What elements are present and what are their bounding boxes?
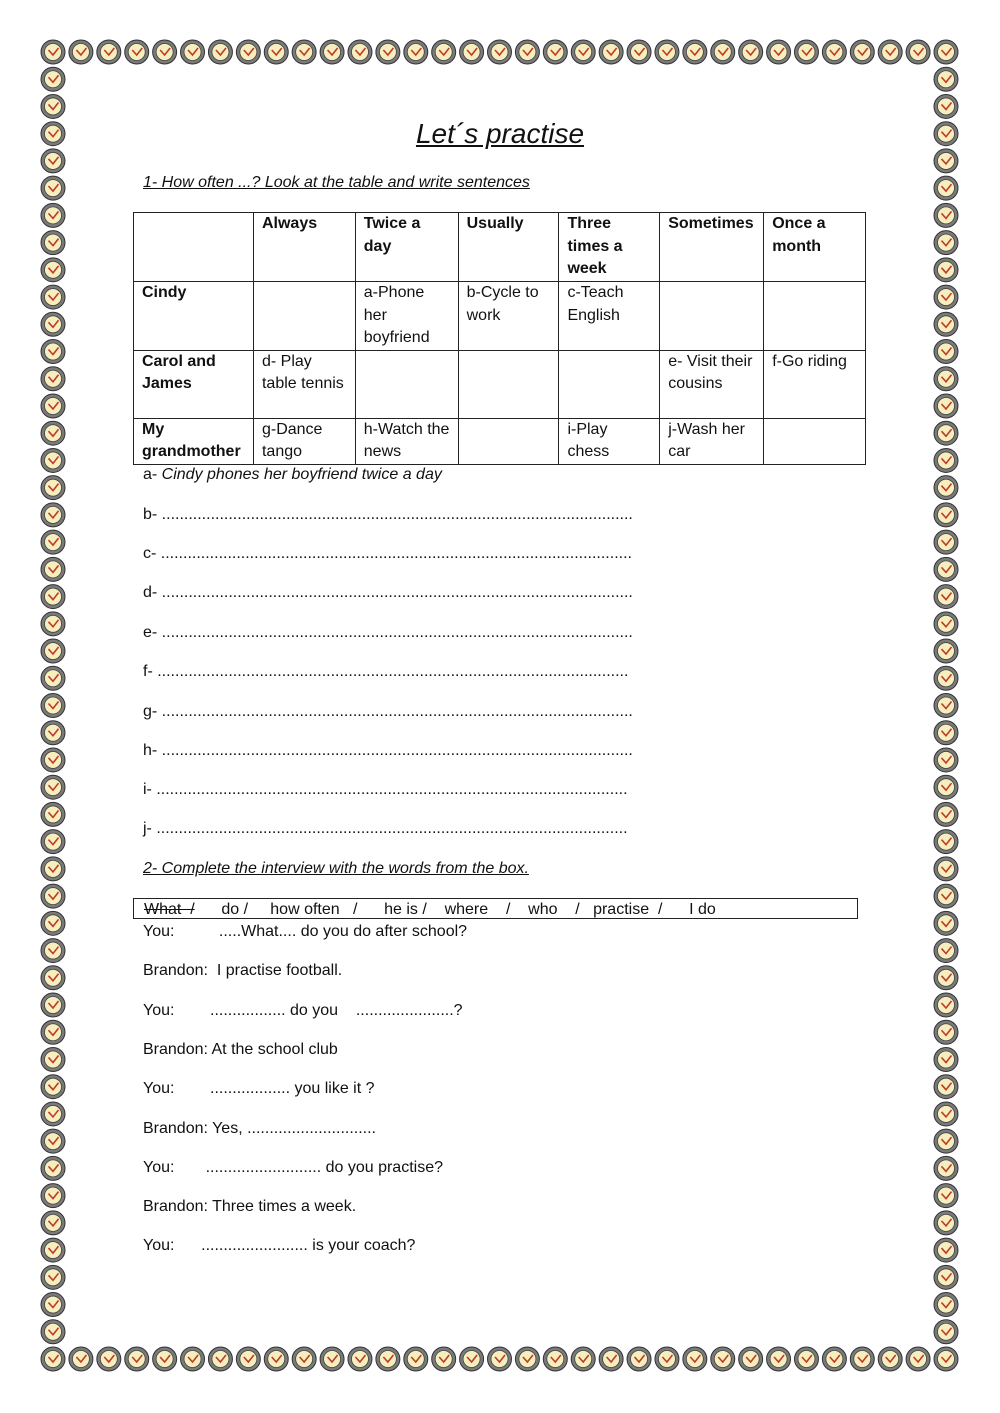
clock-icon (934, 1238, 958, 1262)
clock-icon (41, 367, 65, 391)
clock-icon (934, 503, 958, 527)
clock-icon (934, 258, 958, 282)
dialogue-line (143, 1120, 376, 1138)
clock-icon (432, 40, 456, 64)
clock-icon (41, 557, 65, 581)
clock-icon (934, 1184, 958, 1208)
dialogue-text: Three times a week. (207, 1198, 357, 1215)
clock-icon (934, 939, 958, 963)
clock-icon (794, 1347, 818, 1371)
table-header-cell: Twice a day (355, 213, 458, 282)
clock-icon (41, 285, 65, 309)
clock-icon (376, 40, 400, 64)
clock-icon (208, 1347, 232, 1371)
clock-icon (515, 40, 539, 64)
clock-icon (41, 421, 65, 445)
clock-icon (264, 40, 288, 64)
clock-icon (41, 340, 65, 364)
clock-icon (934, 367, 958, 391)
table-cell (660, 282, 764, 351)
dialogue-text[interactable]: .....What.... do you do after school? (174, 923, 468, 940)
dialogue-line (143, 1237, 415, 1255)
clock-icon (599, 40, 623, 64)
table-cell (253, 282, 355, 351)
clock-icon (41, 40, 65, 64)
table-cell (458, 418, 559, 464)
speaker: You: (143, 923, 175, 940)
clock-icon (627, 1347, 651, 1371)
table-cell: h-Watch the news (355, 418, 458, 464)
clock-icon (41, 67, 65, 91)
table-header-cell (134, 213, 254, 282)
clock-icon (41, 993, 65, 1017)
clock-icon (934, 1047, 958, 1071)
clock-icon (41, 1102, 65, 1126)
clock-icon (934, 721, 958, 745)
clock-icon (181, 1347, 205, 1371)
dialogue-line (143, 1041, 338, 1059)
dialogue-text[interactable]: .......................... do you practise? (174, 1159, 443, 1176)
table-row (134, 282, 866, 351)
clock-icon (515, 1347, 539, 1371)
clock-icon (236, 1347, 260, 1371)
table-cell (458, 350, 559, 418)
clock-icon (934, 966, 958, 990)
speaker: You: (143, 1159, 175, 1176)
clock-icon (655, 1347, 679, 1371)
clock-icon (878, 1347, 902, 1371)
clock-icon (934, 1020, 958, 1044)
clock-icon (320, 40, 344, 64)
dialogue-line (143, 1002, 463, 1020)
clock-icon (683, 40, 707, 64)
table-header-cell: Sometimes (660, 213, 764, 282)
clock-icon (41, 394, 65, 418)
clock-icon (41, 884, 65, 908)
dialogue-line (143, 1159, 443, 1177)
clock-icon (934, 830, 958, 854)
speaker: You: (143, 1002, 175, 1019)
clock-icon (41, 448, 65, 472)
clock-icon (711, 40, 735, 64)
clock-icon (934, 421, 958, 445)
clock-icon (934, 149, 958, 173)
clock-icon (41, 476, 65, 500)
clock-icon (934, 1102, 958, 1126)
page-title: Let´s practise (415, 118, 585, 149)
clock-icon (934, 557, 958, 581)
clock-icon (69, 40, 93, 64)
clock-icon (41, 503, 65, 527)
dialogue-text[interactable]: Yes, ............................. (207, 1120, 376, 1137)
clock-icon (41, 176, 65, 200)
dialogue-line (143, 1198, 356, 1216)
speaker: You: (143, 1080, 175, 1097)
clock-icon (41, 802, 65, 826)
table-cell: j-Wash her car (660, 418, 764, 464)
clock-icon (934, 612, 958, 636)
clock-icon (41, 966, 65, 990)
clock-icon (571, 1347, 595, 1371)
clock-icon (934, 94, 958, 118)
clock-icon (934, 530, 958, 554)
clock-icon (934, 1265, 958, 1289)
answer-line-h[interactable]: h- .......................................................................................................... (143, 742, 633, 759)
clock-icon (41, 748, 65, 772)
dialogue-line (143, 962, 342, 980)
clock-icon (934, 748, 958, 772)
clock-icon (934, 476, 958, 500)
answer-line-b[interactable]: b- .......................................................................................................... (143, 506, 633, 523)
clock-icon (739, 40, 763, 64)
table-cell: d- Play table tennis (253, 350, 355, 418)
table-cell (559, 350, 660, 418)
clock-icon (934, 694, 958, 718)
dialogue-line (143, 1080, 375, 1098)
table-row-label: My grandmother (134, 418, 254, 464)
clock-icon (934, 40, 958, 64)
clock-icon (934, 1075, 958, 1099)
table-cell: f-Go riding (764, 350, 866, 418)
word-box (133, 898, 858, 919)
clock-icon (934, 176, 958, 200)
clock-icon (934, 666, 958, 690)
exercise2-heading: 2- Complete the interview with the words from the box. (143, 860, 529, 877)
clock-icon (236, 40, 260, 64)
clock-icon (934, 993, 958, 1017)
speaker: Brandon: (143, 1041, 208, 1058)
table-cell (764, 418, 866, 464)
clock-icon (934, 585, 958, 609)
clock-icon (41, 911, 65, 935)
clock-icon (41, 775, 65, 799)
clock-icon (934, 1293, 958, 1317)
clock-icon (125, 40, 149, 64)
example-text: Cindy phones her boyfriend twice a day (161, 466, 442, 483)
answer-line-i[interactable]: i- .......................................................................................................... (143, 781, 628, 798)
dialogue-text[interactable]: ................. do you ......................? (174, 1002, 463, 1019)
clock-icon (125, 1347, 149, 1371)
clock-icon (934, 1211, 958, 1235)
clock-icon (348, 1347, 372, 1371)
clock-icon (41, 585, 65, 609)
clock-icon (181, 40, 205, 64)
clock-icon (41, 94, 65, 118)
clock-icon (41, 530, 65, 554)
clock-icon (934, 203, 958, 227)
clock-icon (460, 40, 484, 64)
clock-icon (627, 40, 651, 64)
clock-icon (41, 1047, 65, 1071)
clock-icon (488, 1347, 512, 1371)
clock-icon (41, 1293, 65, 1317)
clock-icon (934, 1156, 958, 1180)
clock-icon (41, 694, 65, 718)
table-cell: g-Dance tango (253, 418, 355, 464)
table-header-cell: Once a month (764, 213, 866, 282)
answer-line-f[interactable]: f- .......................................................................................................... (143, 663, 629, 680)
table-header-cell: Usually (458, 213, 559, 282)
word-box-words: do / how often / he is / where / who / practise / I do (194, 901, 716, 918)
clock-icon (822, 40, 846, 64)
clock-icon (41, 1320, 65, 1344)
dialogue-text: I practise football. (207, 962, 343, 979)
answer-line-g[interactable]: g- .......................................................................................................... (143, 703, 633, 720)
clock-icon (41, 1265, 65, 1289)
clock-icon (934, 285, 958, 309)
clock-icon (348, 40, 372, 64)
table-header-cell: Three times a week (559, 213, 660, 282)
speaker: Brandon: (143, 1198, 208, 1215)
clock-icon (41, 258, 65, 282)
clock-icon (97, 1347, 121, 1371)
table-row (134, 418, 866, 464)
clock-icon (934, 857, 958, 881)
clock-icon (571, 40, 595, 64)
table-cell: c-Teach English (559, 282, 660, 351)
clock-icon (404, 1347, 428, 1371)
clock-icon (934, 394, 958, 418)
answer-line-e[interactable]: e- .......................................................................................................... (143, 624, 633, 641)
clock-icon (906, 40, 930, 64)
clock-icon (934, 775, 958, 799)
table-cell: e- Visit their cousins (660, 350, 764, 418)
clock-icon (41, 1347, 65, 1371)
clock-icon (376, 1347, 400, 1371)
clock-icon (41, 312, 65, 336)
clock-icon (543, 40, 567, 64)
clock-icon (69, 1347, 93, 1371)
table-header-row (134, 213, 866, 282)
clock-icon (41, 612, 65, 636)
table-cell (764, 282, 866, 351)
clock-icon (878, 40, 902, 64)
example-answer (143, 466, 442, 484)
clock-icon (934, 1129, 958, 1153)
clock-icon (934, 1347, 958, 1371)
dialogue-text[interactable]: .................. you like it ? (174, 1080, 375, 1097)
clock-icon (41, 149, 65, 173)
table-row-label: Carol and James (134, 350, 254, 418)
clock-icon (41, 1156, 65, 1180)
clock-icon (934, 312, 958, 336)
clock-icon (488, 40, 512, 64)
table-cell: b-Cycle to work (458, 282, 559, 351)
clock-icon (41, 1184, 65, 1208)
clock-icon (543, 1347, 567, 1371)
clock-icon (934, 911, 958, 935)
frequency-table (133, 212, 866, 465)
clock-icon (208, 40, 232, 64)
example-prefix: a- (143, 466, 162, 483)
exercise1-heading: 1- How often ...? Look at the table and write sentences (143, 174, 530, 191)
clock-icon (41, 639, 65, 663)
clock-icon (292, 40, 316, 64)
answer-line-c[interactable]: c- .......................................................................................................... (143, 545, 632, 562)
clock-icon (41, 721, 65, 745)
clock-icon (41, 939, 65, 963)
clock-icon (655, 40, 679, 64)
clock-icon (153, 1347, 177, 1371)
clock-icon (153, 40, 177, 64)
clock-icon (404, 40, 428, 64)
clock-icon (460, 1347, 484, 1371)
clock-icon (41, 857, 65, 881)
clock-icon (739, 1347, 763, 1371)
dialogue-text: At the school club (207, 1041, 338, 1058)
clock-icon (264, 1347, 288, 1371)
clock-icon (934, 448, 958, 472)
clock-icon (41, 231, 65, 255)
clock-icon (850, 1347, 874, 1371)
dialogue-text[interactable]: ........................ is your coach? (174, 1237, 416, 1254)
clock-icon (41, 1075, 65, 1099)
table-cell (355, 350, 458, 418)
clock-icon (934, 802, 958, 826)
speaker: Brandon: (143, 1120, 208, 1137)
answer-line-j[interactable]: j- .......................................................................................................... (143, 820, 628, 837)
table-row-label: Cindy (134, 282, 254, 351)
clock-icon (41, 1238, 65, 1262)
clock-icon (292, 1347, 316, 1371)
clock-icon (683, 1347, 707, 1371)
clock-icon (41, 1020, 65, 1044)
table-row (134, 350, 866, 418)
clock-icon (934, 1320, 958, 1344)
clock-icon (41, 666, 65, 690)
speaker: Brandon: (143, 962, 208, 979)
clock-icon (850, 40, 874, 64)
clock-icon (41, 1211, 65, 1235)
clock-icon (41, 1129, 65, 1153)
dialogue-line (143, 923, 467, 941)
clock-icon (934, 884, 958, 908)
clock-icon (97, 40, 121, 64)
clock-icon (934, 231, 958, 255)
table-header-cell: Always (253, 213, 355, 282)
speaker: You: (143, 1237, 175, 1254)
clock-icon (934, 639, 958, 663)
clock-icon (432, 1347, 456, 1371)
clock-icon (822, 1347, 846, 1371)
clock-icon (767, 40, 791, 64)
clock-icon (906, 1347, 930, 1371)
answer-line-d[interactable]: d- .......................................................................................................... (143, 584, 633, 601)
word-box-struck: What / (144, 901, 195, 918)
table-cell: i-Play chess (559, 418, 660, 464)
clock-icon (794, 40, 818, 64)
clock-icon (767, 1347, 791, 1371)
clock-icon (599, 1347, 623, 1371)
clock-icon (320, 1347, 344, 1371)
clock-icon (934, 67, 958, 91)
clock-icon (41, 203, 65, 227)
clock-icon (934, 340, 958, 364)
table-cell: a-Phone her boyfriend (355, 282, 458, 351)
clock-icon (711, 1347, 735, 1371)
clock-icon (41, 830, 65, 854)
